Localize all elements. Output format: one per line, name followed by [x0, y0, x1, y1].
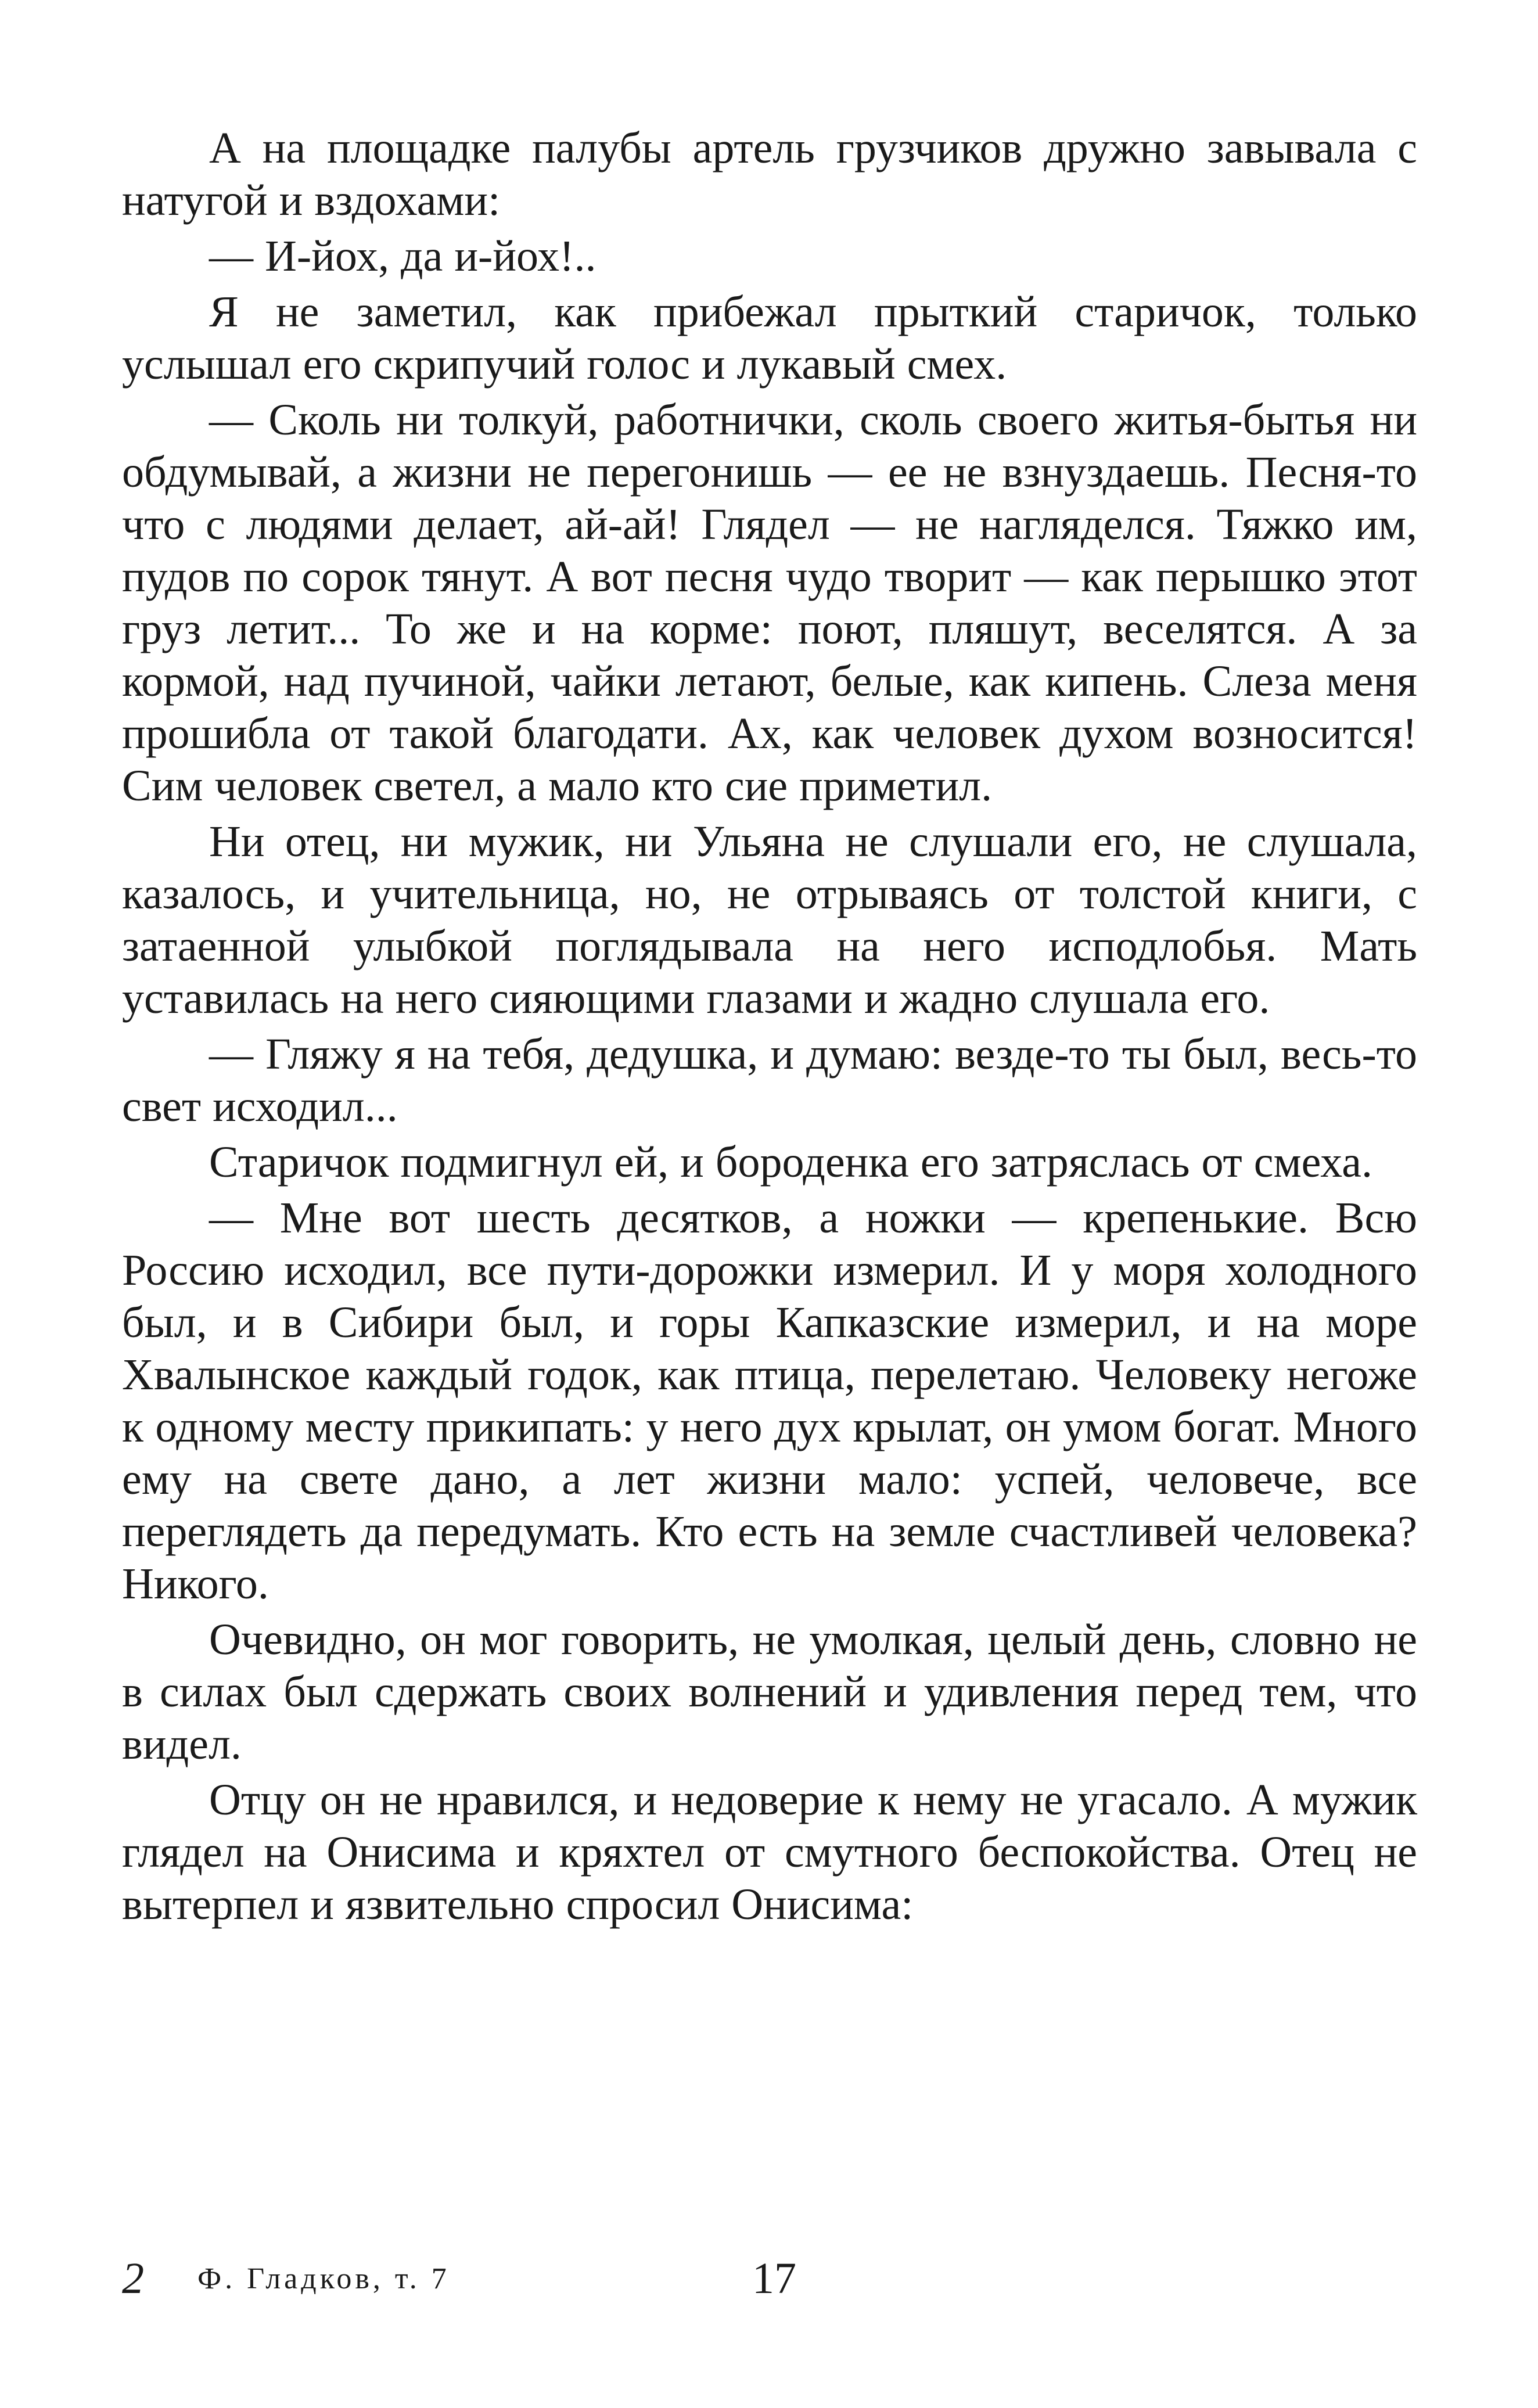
paragraph-4: — Сколь ни толкуй, работнички, сколь своего житья-бытья ни обдумывай, а жизни не перегонишь — ее не взнуздаешь. Песня-то что с людями делает, ай-ай! Глядел — не нагляделся. Тяжко им, пудов по сорок тянут. А вот песня чудо творит — как перышко этот груз летит... То же и на корме: поют, пляшут, веселятся. А за кормой, над пучиной, чайки летают, белые, как кипень. Слеза меня прошибла от такой благодати. Ах, как человек духом возносится! Сим человек светел, а мало кто сие приметил.: [122, 396, 1417, 810]
paragraph-5: Ни отец, ни мужик, ни Ульяна не слушали его, не слушала, казалось, и учительница, но, не отрываясь от толстой книги, с затаенной улыбкой поглядывала на него исподлобья. Мать уставилась на него сияющими глазами и жадно слушала его.: [122, 817, 1417, 1023]
signature-number: 2: [122, 2254, 144, 2303]
paragraph-6: — Гляжу я на тебя, дедушка, и думаю: везде-то ты был, весь-то свет исходил...: [122, 1030, 1417, 1131]
paragraph-8: — Мне вот шесть десятков, а ножки — крепенькие. Всю Россию исходил, все пути-дорожки измерил. И у моря холодного был, и в Сибири был, и горы Капказские измерил, и на море Хвалынское каждый годок, как птица, перелетаю. Человеку негоже к одному месту прикипать: у него дух крылат, он умом богат. Много ему на свете дано, а лет жизни мало: успей, человече, все переглядеть да передумать. Кто есть на земле счастливей человека? Никого.: [122, 1194, 1417, 1608]
paragraph-2: — И-йох, да и-йох!..: [209, 232, 596, 281]
page-number: 17: [752, 2254, 796, 2303]
paragraph-7: Старичок подмигнул ей, и бороденка его затряслась от смеха.: [209, 1138, 1373, 1187]
page-body: [122, 122, 1417, 1934]
paragraph-3: Я не заметил, как прибежал прыткий старичок, только услышал его скрипучий голос и лукавый смех.: [122, 287, 1417, 389]
paragraph-9: Очевидно, он мог говорить, не умолкая, целый день, словно не в силах был сдержать своих волнений и удивления перед тем, что видел.: [122, 1615, 1417, 1769]
page-footer: [122, 2254, 1417, 2317]
paragraph-10: Отцу он не нравился, и недоверие к нему не угасало. А мужик глядел на Онисима и кряхтел от смутного беспокойства. Отец не вытерпел и язвительно спросил Онисима:: [122, 1776, 1417, 1929]
paragraph-1: А на площадке палубы артель грузчиков дружно завывала с натугой и вздохами:: [122, 124, 1417, 225]
signature-text: Ф. Гладков, т. 7: [197, 2262, 450, 2295]
